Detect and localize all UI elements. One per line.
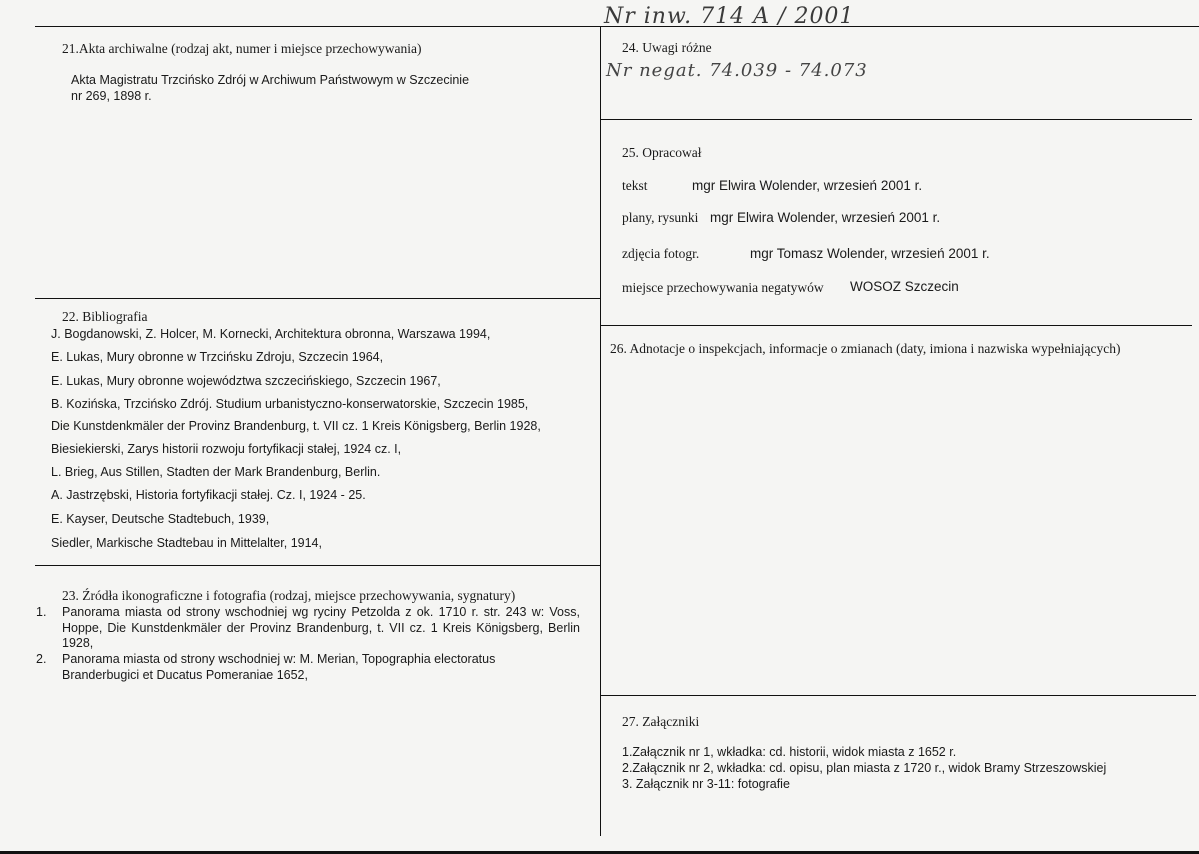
bibliography-item: Die Kunstdenkmäler der Provinz Brandenburg, t. VII cz. 1 Kreis Königsberg, Berlin 1928,	[51, 419, 541, 433]
bibliography-item: L. Brieg, Aus Stillen, Stadten der Mark Brandenburg, Berlin.	[51, 465, 381, 479]
bibliography-item: E. Kayser, Deutsche Stadtebuch, 1939,	[51, 512, 270, 526]
prepared-label-plans: plany, rysunki	[622, 210, 699, 225]
source-item-2-number: 2.	[36, 652, 47, 666]
attachment-item: 1.Załącznik nr 1, wkładka: cd. historii, widok miasta z 1652 r.	[622, 745, 957, 759]
section-25-title: 25. Opracował	[622, 145, 702, 160]
source-item-2-text: Panorama miasta od strony wschodniej w: M. Merian, Topographia electoratus Branderbugici et Ducatus Pomeraniae 1652,	[62, 652, 496, 682]
prepared-label-photos: zdjęcia fotogr.	[622, 246, 700, 261]
center-divider	[600, 26, 601, 836]
bibliography-item: Siedler, Markische Stadtebau in Mittelalter, 1914,	[51, 536, 322, 550]
divider-21-22	[35, 298, 601, 299]
section-22-title: 22. Bibliografia	[62, 309, 148, 324]
prepared-value-photos: mgr Tomasz Wolender, wrzesień 2001 r.	[750, 246, 990, 261]
prepared-label-negatives: miejsce przechowywania negatywów	[622, 280, 824, 295]
section-23-title: 23. Źródła ikonograficzne i fotografia (rodzaj, miejsce przechowywania, sygnatury)	[62, 588, 516, 603]
bibliography-item: A. Jastrzębski, Historia fortyfikacji stałej. Cz. I, 1924 - 25.	[51, 488, 366, 502]
section-24-title: 24. Uwagi różne	[622, 40, 712, 55]
bibliography-item: E. Lukas, Mury obronne w Trzcińsku Zdroju, Szczecin 1964,	[51, 350, 384, 364]
prepared-value-plans: mgr Elwira Wolender, wrzesień 2001 r.	[710, 210, 941, 225]
handwritten-negative-numbers: Nr negat. 74.039 - 74.073	[606, 60, 868, 81]
section-21-line-2: nr 269, 1898 r.	[71, 89, 152, 103]
section-26-title: 26. Adnotacje o inspekcjach, informacje o zmianach (daty, imiona i nazwiska wypełniających)	[610, 341, 1121, 356]
source-item-1-text: Panorama miasta od strony wschodniej wg ryciny Petzolda z ok. 1710 r. str. 243 w: Voss, Hoppe, Die Kunstdenkmäler der Provinz Brandenburg, t. VII cz. 1 Kreis Königsberg, Berlin 1928,	[62, 605, 580, 650]
bibliography-item: J. Bogdanowski, Z. Holcer, M. Kornecki, Architektura obronna, Warszawa 1994,	[51, 327, 491, 341]
bibliography-item: Biesiekierski, Zarys historii rozwoju fortyfikacji stałej, 1924 cz. I,	[51, 442, 402, 456]
bibliography-item: E. Lukas, Mury obronne województwa szczecińskiego, Szczecin 1967,	[51, 374, 441, 388]
section-27-title: 27. Załączniki	[622, 714, 700, 729]
divider-22-23	[35, 565, 601, 566]
bibliography-item: B. Kozińska, Trzcińsko Zdrój. Studium urbanistyczno-konserwatorskie, Szczecin 1985,	[51, 397, 529, 411]
prepared-label-text: tekst	[622, 178, 648, 193]
divider-26-27	[600, 695, 1196, 696]
handwritten-inventory-number: Nr inw. 714 A / 2001	[604, 4, 855, 29]
source-item-1-number: 1.	[36, 605, 47, 619]
prepared-value-negatives: WOSOZ Szczecin	[850, 279, 959, 294]
attachment-item: 2.Załącznik nr 2, wkładka: cd. opisu, plan miasta z 1720 r., widok Bramy Strzeszowskiej	[622, 761, 1107, 775]
divider-24-25	[600, 119, 1192, 120]
divider-25-26	[600, 325, 1192, 326]
attachment-item: 3. Załącznik nr 3-11: fotografie	[622, 777, 790, 791]
prepared-value-text: mgr Elwira Wolender, wrzesień 2001 r.	[692, 178, 923, 193]
section-21-line-1: Akta Magistratu Trzcińsko Zdrój w Archiwum Państwowym w Szczecinie	[71, 73, 470, 87]
section-21-title: 21.Akta archiwalne (rodzaj akt, numer i miejsce przechowywania)	[62, 41, 422, 56]
